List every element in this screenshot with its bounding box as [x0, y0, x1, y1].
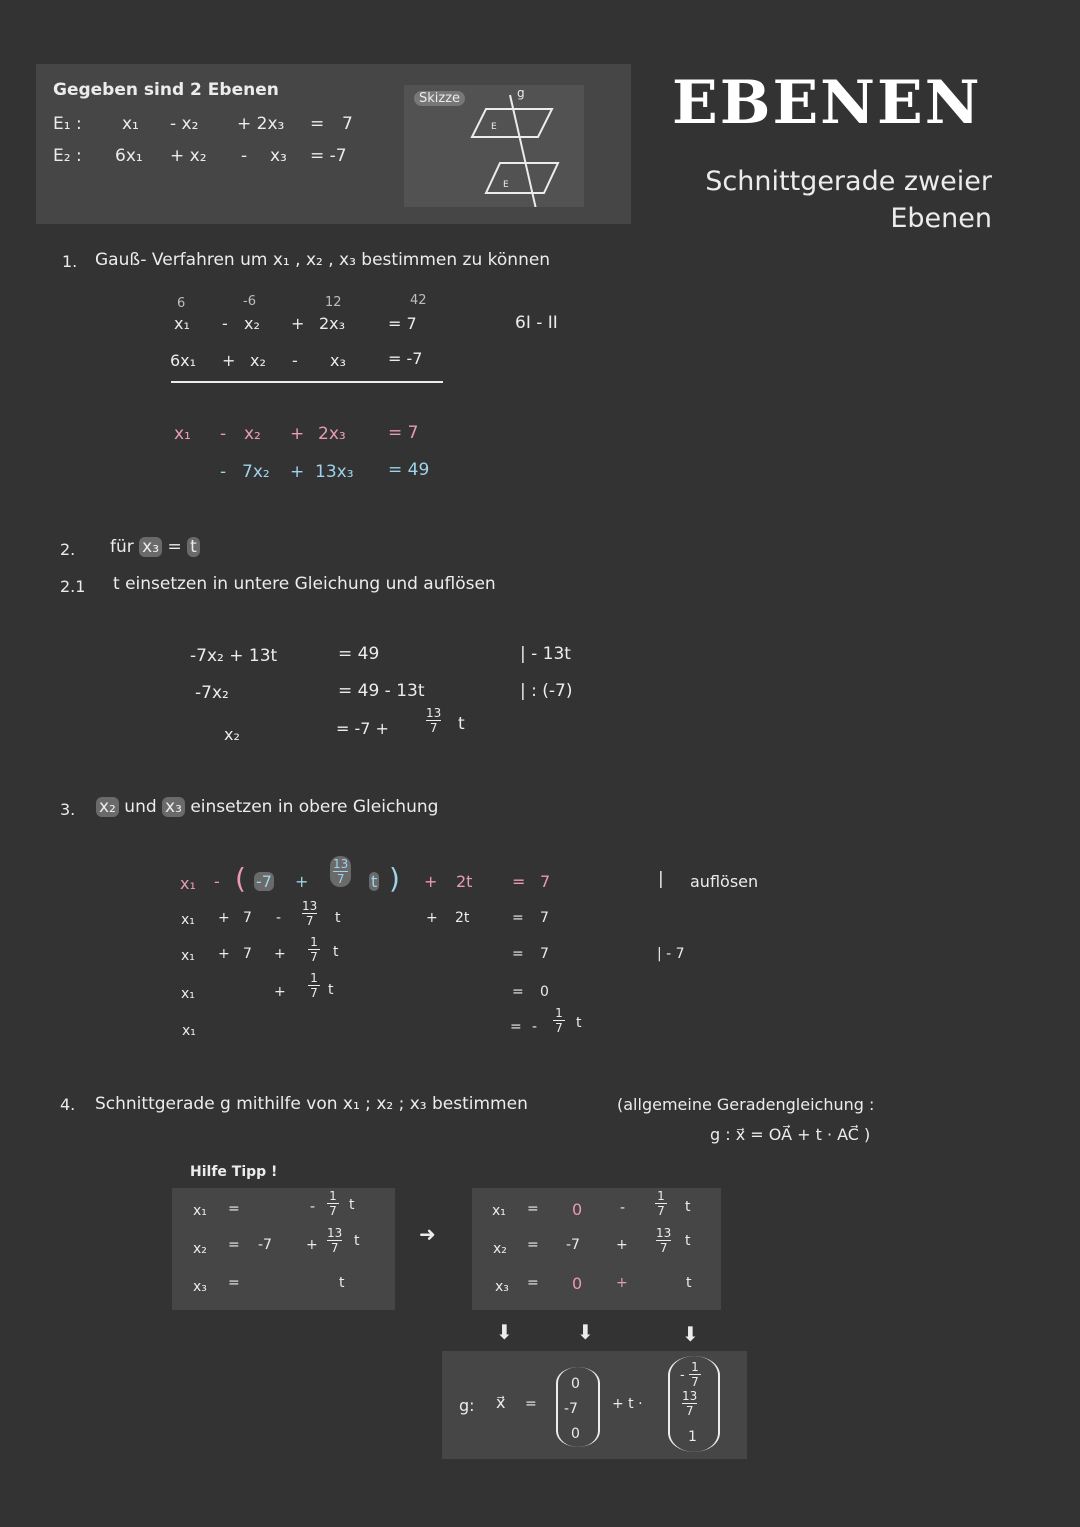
s2-r2-op: | : (-7) — [520, 681, 573, 701]
s3-r4-e: t — [328, 982, 334, 998]
s1-r2-d: - — [292, 351, 298, 370]
step1-number: 1. — [62, 252, 78, 271]
down-arrow-icon-1: ⬇ — [496, 1320, 513, 1344]
s3-r3-h: = — [512, 946, 524, 962]
rb-r3-v: x₃ — [495, 1279, 509, 1295]
s2-r3-rhs: = -7 + — [336, 719, 389, 738]
s3-r2-b: + — [218, 910, 230, 926]
sketch-g-label: g — [517, 86, 525, 100]
e2-term-4: x₃ — [270, 146, 287, 166]
e2-term-2: + x₂ — [170, 146, 207, 166]
v2-top-frac: 1 7 — [689, 1361, 701, 1388]
rb-r3-sign: + — [616, 1275, 628, 1291]
step2-var: x₃ — [139, 537, 162, 557]
s3-r2-g: 2t — [455, 910, 470, 926]
step4-heading: Schnittgerade g mithilfe von x₁ ; x₂ ; x₃ bestimmen — [95, 1094, 528, 1114]
s1-r1-f: = 7 — [388, 314, 417, 333]
s1-r1-a: x₁ — [174, 314, 190, 333]
s3-r3-b: + — [218, 946, 230, 962]
v1-0: 0 — [571, 1376, 580, 1392]
right-arrow-icon: ➜ — [419, 1222, 436, 1246]
s3-r1-open: ( — [235, 862, 246, 895]
s3-r2-f: + — [426, 910, 438, 926]
e1-term-3: + 2x₃ — [237, 114, 285, 134]
down-arrow-icon-3: ⬇ — [682, 1322, 699, 1346]
rb-r1-c: 0 — [572, 1200, 583, 1219]
s3-r2-i: 7 — [540, 910, 549, 926]
final-plus-t: + t · — [612, 1396, 643, 1412]
step3-number: 3. — [60, 800, 76, 819]
s2-r2-rhs: = 49 - 13t — [338, 681, 425, 701]
hint-label: Hilfe Tipp ! — [190, 1164, 278, 1180]
s3-r1-i: 7 — [540, 872, 551, 891]
v2-bot: 1 — [688, 1429, 697, 1445]
sketch-e-label-2: E — [503, 180, 509, 190]
step3-einsetzen: einsetzen in obere Gleichung — [190, 797, 439, 817]
lb-r1-v: x₁ — [193, 1203, 207, 1219]
step2-text — [110, 537, 200, 557]
rb-r2-t: t — [685, 1233, 691, 1249]
s1-res2-a: - — [220, 462, 227, 482]
step1-divider — [171, 381, 443, 383]
rb-r1-v: x₁ — [492, 1203, 506, 1219]
s1-res1-f: = 7 — [388, 423, 419, 443]
s1-r1-b: - — [222, 314, 228, 333]
hint-right-box — [472, 1188, 721, 1310]
lb-r3-t: t — [339, 1275, 345, 1291]
s3-r1-g: 2t — [456, 872, 473, 891]
rb-r2-frac: 13 7 — [656, 1226, 672, 1255]
s3-r1-h: = — [512, 872, 526, 891]
s1-res2-d: 13x₃ — [315, 462, 354, 482]
v2-top-sign: - — [680, 1368, 685, 1383]
s3-r3-frac: 1 7 — [308, 936, 320, 963]
s3-r5-d: - — [532, 1019, 538, 1035]
s3-r5-h: = — [510, 1019, 522, 1035]
rb-r2-v: x₂ — [493, 1241, 507, 1257]
rb-r1-sign: - — [620, 1200, 626, 1216]
rb-r1-frac: 1 7 — [655, 1190, 667, 1217]
s1-res1-d: + — [290, 424, 305, 444]
skizze-label: Skizze — [414, 91, 465, 106]
mult-1: 6 — [177, 296, 186, 311]
s3-r2-e: t — [335, 910, 341, 926]
given-heading: Gegeben sind 2 Ebenen — [53, 80, 279, 100]
step4-general: (allgemeine Geradengleichung : — [617, 1095, 875, 1114]
s3-r2-a: x₁ — [181, 912, 195, 928]
lb-r2-frac: 13 7 — [327, 1226, 343, 1255]
s3-r2-d: - — [276, 910, 282, 926]
v2-mid-frac: 13 7 — [682, 1389, 698, 1418]
s1-res2-e: = 49 — [388, 460, 430, 480]
page-subtitle-1: Schnittgerade zweier — [705, 166, 992, 197]
s1-r2-e: x₃ — [330, 351, 346, 370]
e1-label: E₁ : — [53, 114, 82, 134]
s3-r3-c: 7 — [243, 946, 252, 962]
s2-r1-rhs: = 49 — [338, 644, 380, 664]
rb-r2-sign: + — [616, 1237, 628, 1253]
page-title: EBENEN — [672, 68, 982, 138]
s1-res1-c: x₂ — [244, 424, 261, 444]
s1-res2-b: 7x₂ — [242, 462, 270, 482]
s3-r4-i: 0 — [540, 984, 549, 1000]
s3-r3-i: 7 — [540, 946, 549, 962]
e2-term-1: 6x₁ — [115, 146, 143, 166]
s1-r1-d: + — [291, 314, 305, 333]
s3-r4-a: x₁ — [181, 986, 195, 1002]
s3-r1-close: ) — [389, 862, 400, 895]
mult-4: 42 — [410, 293, 427, 308]
lb-r1-eq: = — [228, 1201, 240, 1217]
step2-sub-text: t einsetzen in untere Gleichung und auflösen — [113, 574, 496, 594]
rb-r3-c: 0 — [572, 1274, 583, 1293]
step2-number: 2. — [60, 540, 76, 559]
s1-res2-c: + — [290, 462, 305, 482]
step2-fuer: für — [110, 537, 134, 557]
lb-r1-sign: - — [310, 1199, 316, 1215]
s2-r3-frac: 13 7 — [426, 706, 442, 735]
rb-r3-eq: = — [527, 1275, 539, 1291]
s1-r2-c: x₂ — [250, 351, 266, 370]
s2-r3-tail: t — [458, 714, 465, 734]
rb-r3-t: t — [686, 1275, 692, 1291]
s2-r2-lhs: -7x₂ — [195, 683, 229, 703]
s3-r4-d: + — [274, 984, 286, 1000]
s1-res1-e: 2x₃ — [318, 424, 346, 444]
s3-r3-e: t — [333, 944, 339, 960]
rb-r1-t: t — [685, 1199, 691, 1215]
lb-r3-v: x₃ — [193, 1279, 207, 1295]
s3-r1-c: -7 — [256, 872, 272, 891]
rb-r2-eq: = — [527, 1237, 539, 1253]
s1-res1-a: x₁ — [174, 424, 191, 444]
e1-term-4: = — [310, 114, 325, 134]
step4-formula: g : x⃗ = OA⃗ + t · AC⃗ ) — [710, 1125, 871, 1144]
s1-r2-a: 6x₁ — [170, 351, 197, 370]
s3-r3-d: + — [274, 946, 286, 962]
planes-sketch-icon — [404, 85, 584, 207]
s3-r5-a: x₁ — [182, 1023, 196, 1039]
s1-r1-c: x₂ — [244, 314, 260, 333]
s3-r4-h: = — [512, 984, 524, 1000]
s3-r2-frac: 13 7 — [302, 899, 318, 928]
sketch-e-label-1: E — [491, 122, 497, 132]
s3-r4-frac: 1 7 — [308, 972, 320, 999]
s1-res1-b: - — [220, 424, 227, 444]
s3-r1-a: x₁ — [180, 874, 196, 893]
e2-label: E₂ : — [53, 146, 82, 166]
lb-r3-eq: = — [228, 1275, 240, 1291]
e2-term-3: - — [241, 146, 248, 166]
step2-eq: = — [167, 537, 182, 557]
s3-r3-a: x₁ — [181, 948, 195, 964]
lb-r2-eq: = — [228, 1237, 240, 1253]
mult-2: -6 — [243, 294, 256, 309]
rb-r2-c: -7 — [566, 1237, 580, 1253]
step3-und: und — [124, 797, 157, 817]
rb-r1-eq: = — [527, 1201, 539, 1217]
s3-r1-d: + — [295, 872, 309, 891]
s3-r1-op-text: auflösen — [690, 872, 759, 891]
step3-var-a: x₂ — [96, 797, 119, 817]
s3-r1-b: - — [214, 872, 220, 891]
step2-sub-number: 2.1 — [60, 577, 86, 596]
down-arrow-icon-2: ⬇ — [577, 1320, 594, 1344]
s2-r3-lhs: x₂ — [224, 725, 240, 744]
step1-heading: Gauß- Verfahren um x₁ , x₂ , x₃ bestimmen zu können — [95, 250, 551, 270]
final-x: x⃗ — [496, 1393, 506, 1412]
lb-r2-t: t — [354, 1233, 360, 1249]
s3-r2-h: = — [512, 910, 524, 926]
s3-r5-frac: 1 7 — [553, 1007, 565, 1034]
s1-r2-b: + — [222, 351, 236, 370]
s2-r1-lhs: -7x₂ + 13t — [190, 646, 278, 666]
lb-r1-frac: 1 7 — [327, 1190, 339, 1217]
v1-1: -7 — [564, 1401, 578, 1417]
s1-r1-e: 2x₃ — [319, 314, 346, 333]
final-eq: = — [525, 1396, 537, 1412]
step3-text — [96, 797, 438, 817]
s3-r1-frac: 13 7 — [330, 856, 351, 887]
s3-r2-c: 7 — [243, 910, 252, 926]
s3-r1-e: t — [371, 872, 378, 891]
s3-r3-op: | - 7 — [657, 946, 685, 962]
s2-r1-op: | - 13t — [520, 644, 571, 664]
lb-r2-c: -7 — [258, 1237, 272, 1253]
step1-operation: 6I - II — [515, 313, 558, 333]
e1-term-1: x₁ — [122, 114, 139, 134]
final-g: g: — [459, 1396, 475, 1415]
page-subtitle-2: Ebenen — [890, 203, 992, 234]
e2-term-5: = -7 — [310, 146, 347, 166]
lb-r2-v: x₂ — [193, 1241, 207, 1257]
e1-term-2: - x₂ — [170, 114, 199, 134]
mult-3: 12 — [325, 295, 342, 310]
s3-r1-op: | — [658, 869, 664, 889]
e1-term-5: 7 — [342, 114, 353, 134]
v1-2: 0 — [571, 1426, 580, 1442]
s3-r5-e: t — [576, 1015, 582, 1031]
step4-number: 4. — [60, 1095, 76, 1114]
s3-r1-f: + — [424, 872, 438, 891]
s1-r2-f: = -7 — [388, 349, 423, 368]
lb-r1-t: t — [349, 1197, 355, 1213]
step3-var-b: x₃ — [162, 797, 185, 817]
step2-t: t — [187, 537, 200, 557]
lb-r2-sign: + — [306, 1237, 318, 1253]
